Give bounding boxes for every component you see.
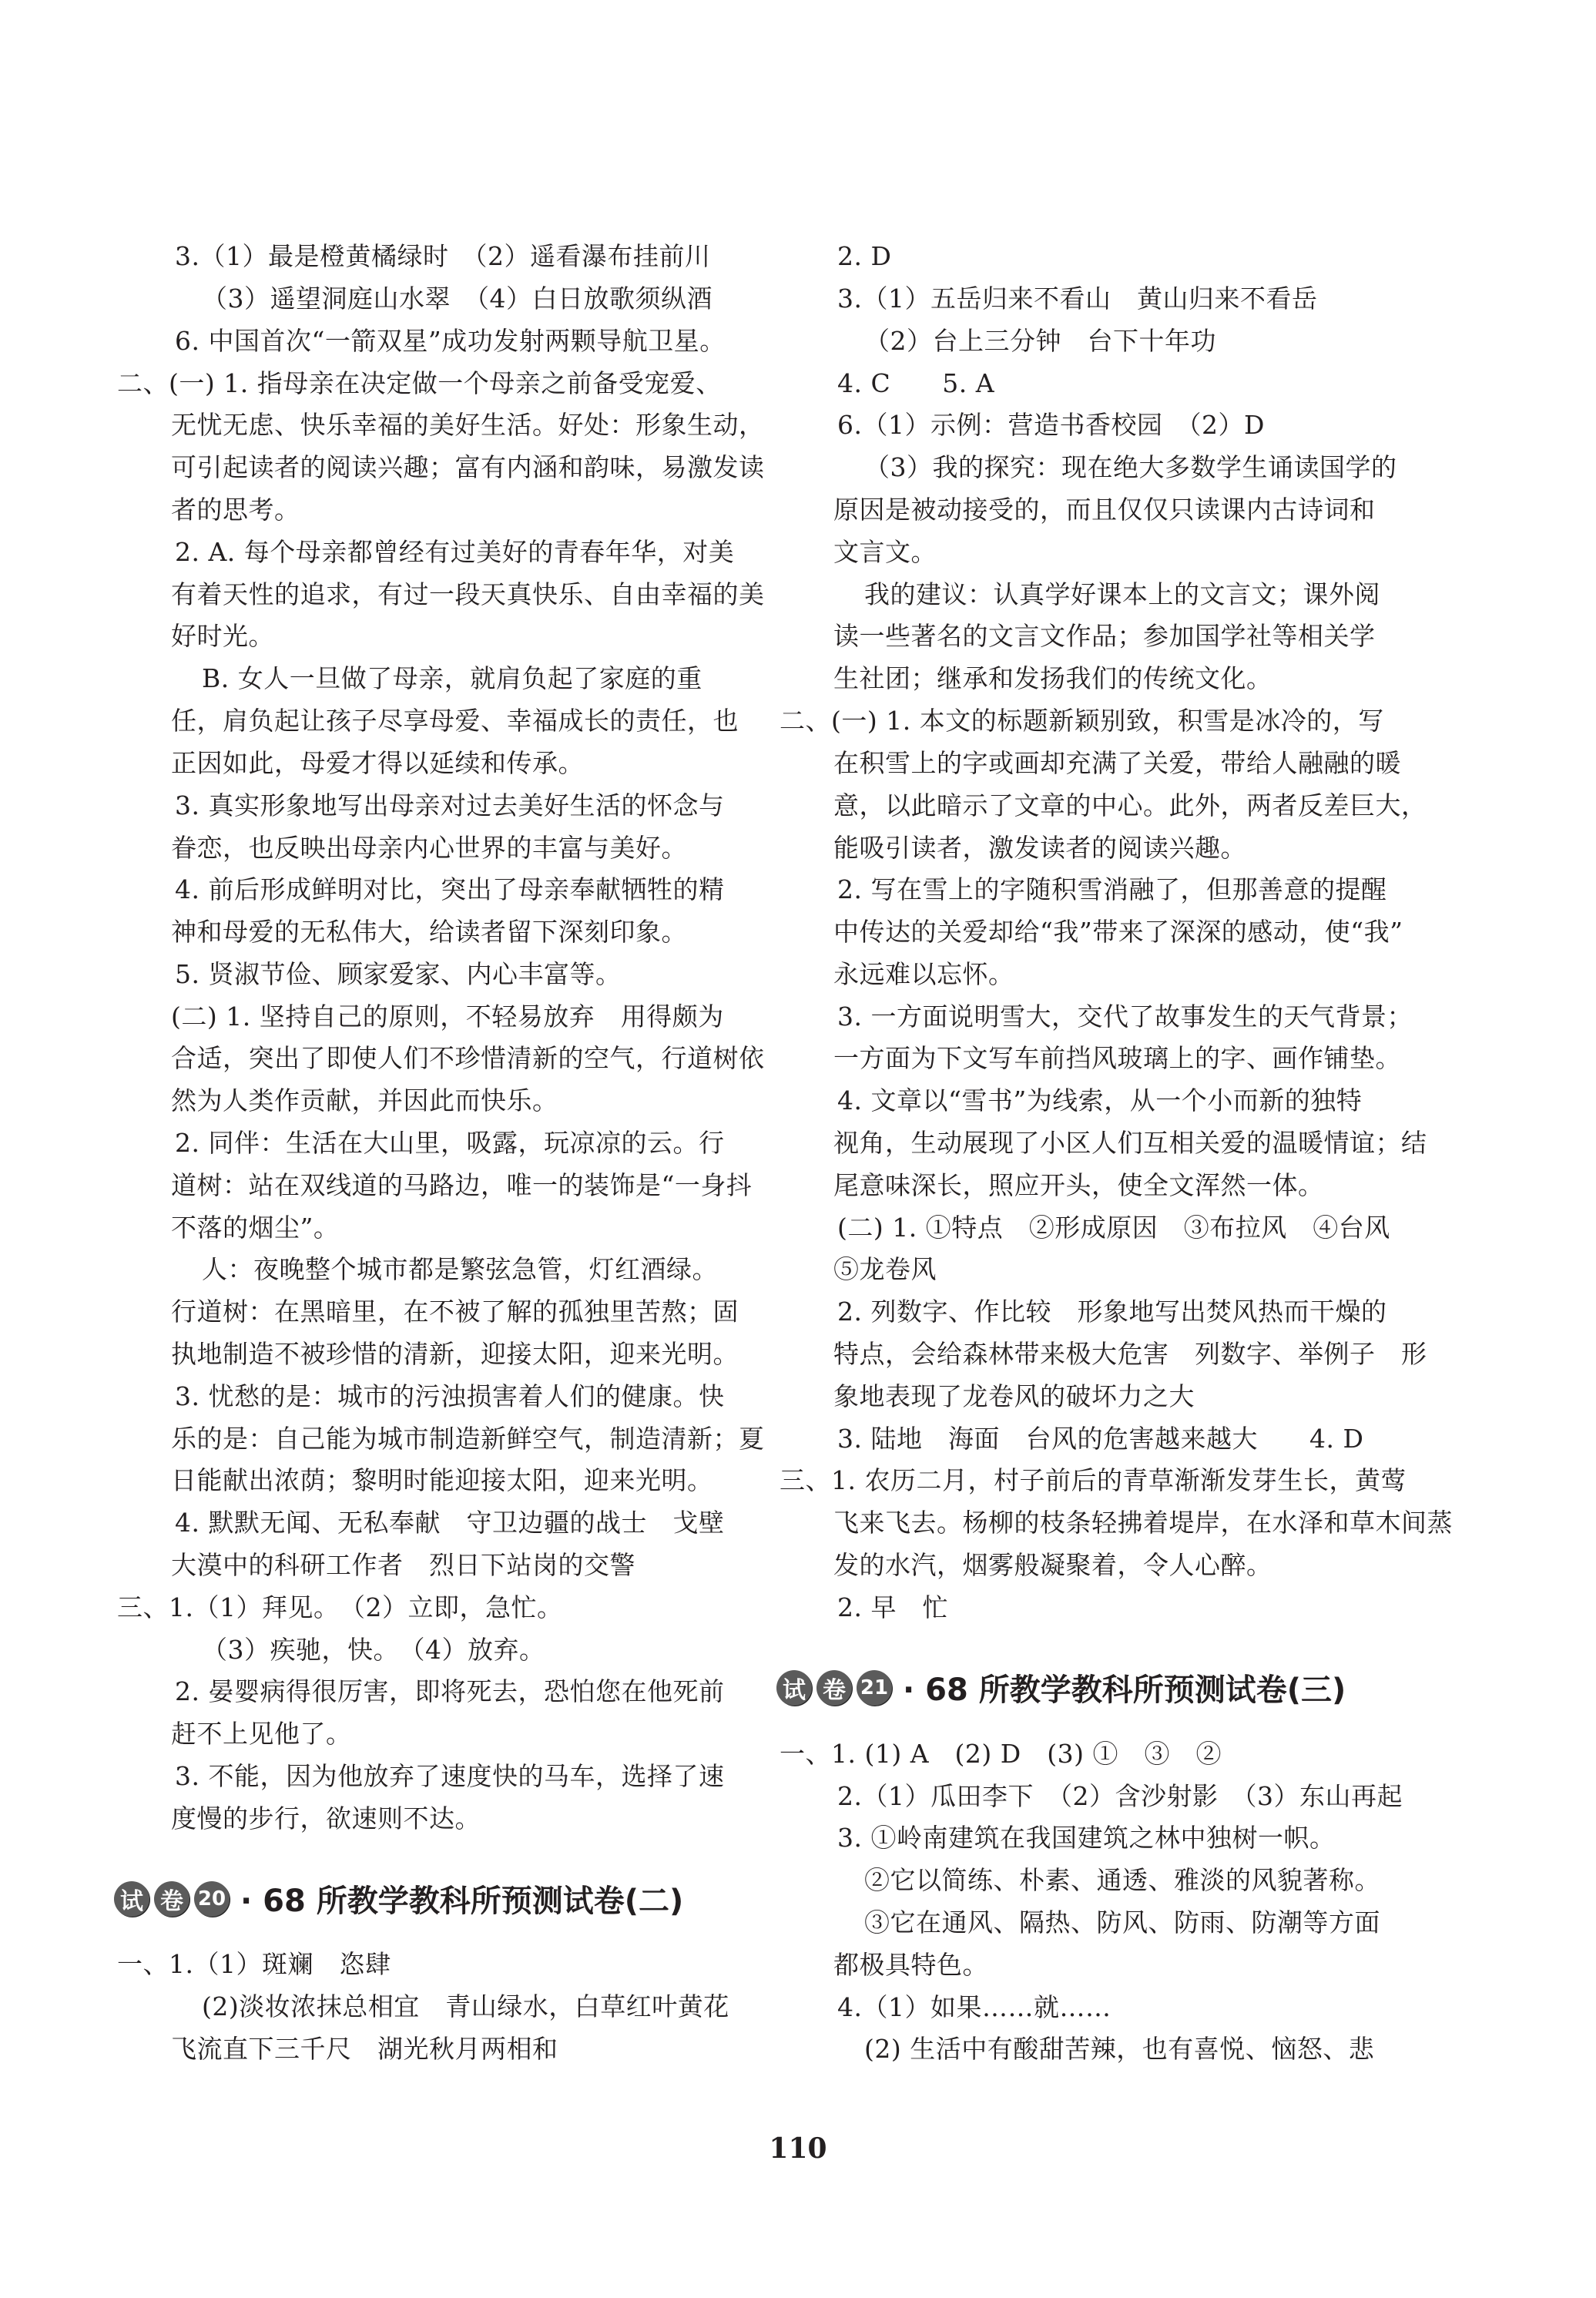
text-line: ⑤龙卷风 bbox=[833, 1254, 937, 1284]
text-line: 赶不上见他了。 bbox=[171, 1719, 352, 1749]
text-line: 2. D bbox=[837, 241, 892, 271]
text-line: 2. 晏婴病得很厉害，即将死去，恐怕您在他死前 bbox=[175, 1676, 725, 1706]
text-line: 飞来飞去。杨柳的枝条轻拂着堤岸，在水泽和草木间蒸 bbox=[833, 1508, 1453, 1538]
text-line: 4. C 5. A bbox=[837, 368, 995, 398]
text-line: 4. 默默无闻、无私奉献 守卫边疆的战士 戈壁 bbox=[175, 1508, 725, 1538]
section-badge-char: 卷 bbox=[154, 1881, 189, 1917]
text-line: 2. 早 忙 bbox=[837, 1592, 948, 1622]
text-line: 好时光。 bbox=[171, 621, 274, 651]
text-line: 2. A. 每个母亲都曾经有过美好的青春年华，对美 bbox=[175, 537, 735, 567]
text-line: 6. 中国首次“一箭双星”成功发射两颗导航卫星。 bbox=[175, 326, 726, 356]
text-line: 神和母爱的无私伟大，给读者留下深刻印象。 bbox=[171, 917, 687, 947]
text-line: 能吸引读者，激发读者的阅读兴趣。 bbox=[833, 833, 1246, 863]
text-line: 二、(一) 1. 指母亲在决定做一个母亲之前备受宠爱、 bbox=[117, 368, 722, 398]
text-line: 者的思考。 bbox=[171, 495, 300, 525]
text-line: 中传达的关爱却给“我”带来了深深的感动，使“我” bbox=[833, 917, 1403, 947]
text-line: 3. 陆地 海面 台风的危害越来越大 4. D bbox=[837, 1424, 1364, 1454]
text-line: 一方面为下文写车前挡风玻璃上的字、画作铺垫。 bbox=[833, 1043, 1401, 1073]
text-line: 特点，会给森林带来极大危害 列数字、举例子 形 bbox=[833, 1339, 1427, 1369]
text-line: (二) 1. ①特点 ②形成原因 ③布拉风 ④台风 bbox=[837, 1213, 1390, 1243]
text-line: B. 女人一旦做了母亲，就肩负起了家庭的重 bbox=[202, 663, 702, 693]
section-title: · 68 所教学教科所预测试卷(二) bbox=[240, 1884, 684, 1919]
section-number-badge: 20 bbox=[194, 1881, 230, 1917]
text-line: (2) 生活中有酸甜苦辣，也有喜悦、恼怒、悲 bbox=[864, 2034, 1375, 2064]
text-line: 2. 写在雪上的字随积雪消融了，但那善意的提醒 bbox=[837, 874, 1387, 904]
text-line: 2. 同伴：生活在大山里，吸露，玩凉凉的云。行 bbox=[175, 1128, 725, 1158]
page-number: 110 bbox=[769, 2132, 827, 2165]
section-header bbox=[114, 1877, 683, 1921]
text-line: 正因如此，母爱才得以延续和传承。 bbox=[171, 748, 584, 778]
text-line: （3）遥望洞庭山水翠 （4）白日放歌须纵酒 bbox=[202, 283, 712, 314]
text-line: 意，以此暗示了文章的中心。此外，两者反差巨大， bbox=[833, 790, 1427, 820]
text-line: 尾意味深长，照应开头，使全文浑然一体。 bbox=[833, 1170, 1324, 1200]
text-line: 2.（1）瓜田李下 （2）含沙射影 （3）东山再起 bbox=[837, 1781, 1403, 1811]
text-line: 眷恋，也反映出母亲内心世界的丰富与美好。 bbox=[171, 833, 687, 863]
section-number-badge: 21 bbox=[857, 1670, 892, 1706]
section-badge-char: 试 bbox=[114, 1881, 149, 1917]
text-line: 发的水汽，烟雾般凝聚着，令人心醉。 bbox=[833, 1550, 1272, 1580]
text-line: 任，肩负起让孩子尽享母爱、幸福成长的责任，也 bbox=[171, 706, 739, 736]
text-line: 不落的烟尘”。 bbox=[171, 1213, 340, 1243]
text-line: 永远难以忘怀。 bbox=[833, 959, 1014, 989]
text-line: 二、(一) 1. 本文的标题新颖别致，积雪是冰冷的，写 bbox=[780, 706, 1384, 736]
text-line: 日能献出浓荫；黎明时能迎接太阳，迎来光明。 bbox=[171, 1465, 713, 1495]
text-line: 读一些著名的文言文作品；参加国学社等相关学 bbox=[833, 621, 1376, 651]
text-line: 3.（1）最是橙黄橘绿时 （2）遥看瀑布挂前川 bbox=[175, 241, 711, 271]
text-line: (2)淡妆浓抹总相宜 青山绿水，白草红叶黄花 bbox=[202, 1991, 729, 2021]
text-line: 3. ①岭南建筑在我国建筑之林中独树一帜。 bbox=[837, 1823, 1336, 1853]
text-line: 生社团；继承和发扬我们的传统文化。 bbox=[833, 663, 1272, 693]
section-header bbox=[776, 1666, 1346, 1709]
section-badge-char: 卷 bbox=[816, 1670, 852, 1706]
text-line: （3）我的探究：现在绝大多数学生诵读国学的 bbox=[864, 452, 1397, 482]
text-line: ②它以简练、朴素、通透、雅淡的风貌著称。 bbox=[864, 1865, 1380, 1895]
text-line: （3）疾驰，快。 （4）放弃。 bbox=[202, 1635, 545, 1665]
section-badge-char: 试 bbox=[776, 1670, 812, 1706]
text-line: 4. 前后形成鲜明对比，突出了母亲奉献牺牲的精 bbox=[175, 874, 725, 904]
text-line: 可引起读者的阅读兴趣；富有内涵和韵味，易激发读 bbox=[171, 452, 765, 482]
text-line: ③它在通风、隔热、防风、防雨、防潮等方面 bbox=[864, 1907, 1380, 1937]
text-line: 合适，突出了即使人们不珍惜清新的空气，行道树依 bbox=[171, 1043, 765, 1073]
text-line: 一、1. (1) A (2) D (3) ① ③ ② bbox=[780, 1739, 1222, 1769]
text-line: 3. 忧愁的是：城市的污浊损害着人们的健康。快 bbox=[175, 1381, 725, 1411]
text-line: 5. 贤淑节俭、顾家爱家、内心丰富等。 bbox=[175, 959, 622, 989]
text-line: 我的建议：认真学好课本上的文言文；课外阅 bbox=[864, 579, 1380, 609]
text-line: 6.（1）示例：营造书香校园 （2）D bbox=[837, 410, 1265, 440]
text-line: 三、1. 农历二月，村子前后的青草渐渐发芽生长，黄莺 bbox=[780, 1465, 1407, 1495]
text-line: 3. 不能，因为他放弃了速度快的马车，选择了速 bbox=[175, 1761, 725, 1791]
text-line: 有着天性的追求，有过一段天真快乐、自由幸福的美 bbox=[171, 579, 765, 609]
text-line: 三、1.（1）拜见。 （2）立即，急忙。 bbox=[117, 1592, 563, 1622]
text-line: 3. 一方面说明雪大，交代了故事发生的天气背景； bbox=[837, 1001, 1413, 1032]
text-line: 都极具特色。 bbox=[833, 1950, 988, 1980]
text-line: 大漠中的科研工作者 烈日下站岗的交警 bbox=[171, 1550, 635, 1580]
text-line: （2）台上三分钟 台下十年功 bbox=[864, 326, 1216, 356]
text-line: 一、1.（1）斑斓 恣肆 bbox=[117, 1949, 391, 1979]
text-line: 乐的是：自己能为城市制造新鲜空气，制造清新；夏 bbox=[171, 1424, 765, 1454]
text-line: (二) 1. 坚持自己的原则，不轻易放弃 用得颇为 bbox=[171, 1001, 724, 1032]
text-line: 3. 真实形象地写出母亲对过去美好生活的怀念与 bbox=[175, 790, 725, 820]
section-title: · 68 所教学教科所预测试卷(三) bbox=[903, 1672, 1346, 1708]
text-line: 原因是被动接受的，而且仅仅只读课内古诗词和 bbox=[833, 495, 1376, 525]
text-line: 无忧无虑、快乐幸福的美好生活。好处：形象生动， bbox=[171, 410, 765, 440]
text-line: 3.（1）五岳归来不看山 黄山归来不看岳 bbox=[837, 283, 1318, 314]
text-line: 飞流直下三千尺 湖光秋月两相和 bbox=[171, 2034, 558, 2064]
text-line: 然为人类作贡献，并因此而快乐。 bbox=[171, 1085, 558, 1115]
text-line: 象地表现了龙卷风的破坏力之大 bbox=[833, 1381, 1195, 1411]
text-line: 在积雪上的字或画却充满了关爱，带给人融融的暖 bbox=[833, 748, 1401, 778]
text-line: 执地制造不被珍惜的清新，迎接太阳，迎来光明。 bbox=[171, 1339, 739, 1369]
text-line: 视角，生动展现了小区人们互相关爱的温暖情谊；结 bbox=[833, 1128, 1427, 1158]
text-line: 4.（1）如果……就…… bbox=[837, 1992, 1112, 2022]
text-line: 人：夜晚整个城市都是繁弦急管，灯红酒绿。 bbox=[202, 1254, 718, 1284]
text-line: 文言文。 bbox=[833, 537, 937, 567]
text-line: 道树：站在双线道的马路边，唯一的装饰是“一身抖 bbox=[171, 1170, 753, 1200]
text-line: 4. 文章以“雪书”为线索，从一个小而新的独特 bbox=[837, 1085, 1363, 1115]
text-line: 度慢的步行，欲速则不达。 bbox=[171, 1803, 481, 1833]
text-line: 行道树：在黑暗里，在不被了解的孤独里苦熬；固 bbox=[171, 1297, 739, 1327]
text-line: 2. 列数字、作比较 形象地写出焚风热而干燥的 bbox=[837, 1297, 1387, 1327]
